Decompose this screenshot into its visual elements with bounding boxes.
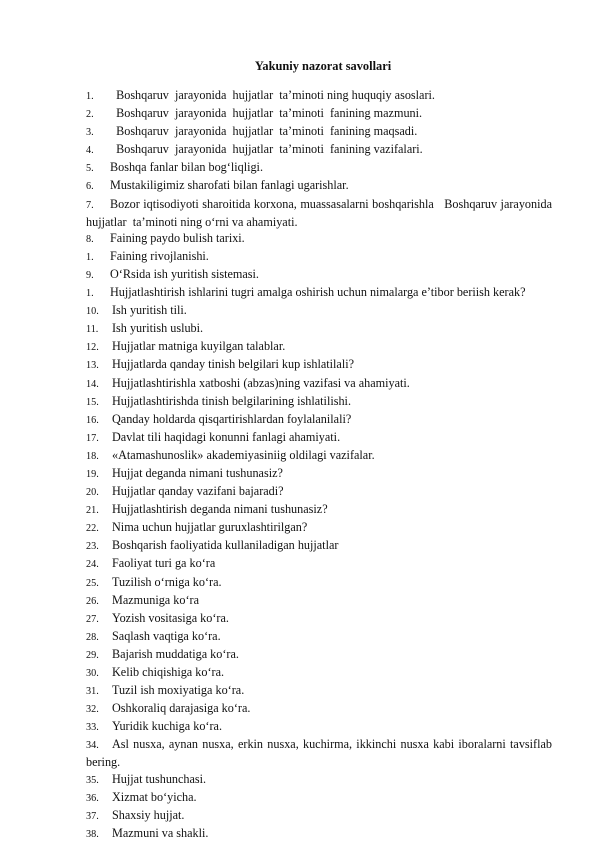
question-item xyxy=(86,248,552,266)
question-text: Faining rivojlanishi. xyxy=(110,248,209,263)
question-number: 15. xyxy=(86,396,99,408)
question-text: «Atamashunoslik» akademiyasiniig oldilagi vazifalar. xyxy=(112,447,375,462)
question-item xyxy=(86,177,552,195)
question-item xyxy=(86,411,552,429)
question-text: Davlat tili haqidagi konunni fanlagi ahamiyati. xyxy=(112,429,341,444)
question-number: 37. xyxy=(86,810,99,822)
question-number: 14. xyxy=(86,378,99,390)
document-title: Yakuniy nazorat savollari xyxy=(254,59,392,73)
question-number: 27. xyxy=(86,613,99,625)
question-number: 1. xyxy=(86,91,94,102)
question-text: Hujjatlashtirish deganda nimani tushunasiz? xyxy=(112,502,328,517)
question-text: Mustakiligimiz sharofati bilan fanlagi ugarishlar. xyxy=(110,178,349,193)
question-text: Hujjatlar matniga kuyilgan talablar. xyxy=(112,339,286,354)
question-item xyxy=(86,825,552,843)
question-text: Tuzil ish moxiyatiga ko‘ra. xyxy=(112,683,245,698)
question-item xyxy=(86,393,552,411)
question-text: Boshqaruv jarayonida hujjatlar ta’minoti fanining vazifalari. xyxy=(110,142,423,157)
question-number: 30. xyxy=(86,668,99,679)
question-number: 19. xyxy=(86,468,99,480)
question-item xyxy=(86,284,552,302)
question-item xyxy=(86,700,552,718)
question-text: Oshkoraliq darajasiga ko‘ra. xyxy=(112,701,251,716)
question-item xyxy=(86,610,552,628)
question-text: Mazmuni va shakli. xyxy=(112,825,209,840)
question-item xyxy=(86,356,552,374)
question-number: 24. xyxy=(86,559,99,571)
question-item xyxy=(86,537,552,555)
question-text: Boshqaruv jarayonida hujjatlar ta’minoti fanining maqsadi. xyxy=(110,124,418,139)
question-item xyxy=(86,574,552,592)
question-item xyxy=(86,159,552,177)
question-text: Hujjatlashtirish ishlarini tugri amalga oshirish uchun nimalarga e’tibor beriish kerak? xyxy=(110,285,526,300)
question-item xyxy=(86,736,556,770)
question-number: 34. xyxy=(86,740,99,752)
question-number: 13. xyxy=(86,360,99,372)
question-number: 6. xyxy=(86,181,94,193)
question-text: Boshqa fanlar bilan bog‘liqligi. xyxy=(110,160,263,175)
question-number: 1. xyxy=(86,288,94,300)
question-number: 8. xyxy=(86,233,94,245)
question-text: Bozor iqtisodiyoti sharoitida korxona, muassasalarni boshqarishla Boshqaruv jarayonida hujjatlar ta’minoti ning o‘rni va ahamiyati. xyxy=(86,196,559,229)
question-text: Bajarish muddatiga ko‘ra. xyxy=(112,646,239,661)
question-item xyxy=(86,519,552,537)
question-item xyxy=(86,646,552,664)
question-number: 23. xyxy=(86,541,99,553)
question-text: Hujjatlarda qanday tinish belgilari kup ishlatilali? xyxy=(112,357,354,372)
question-item xyxy=(86,628,552,646)
question-item xyxy=(86,718,552,736)
question-number: 38. xyxy=(86,828,99,840)
question-number: 33. xyxy=(86,722,99,734)
question-text: Qanday holdarda qisqartirishlardan foylalanilali? xyxy=(112,411,352,426)
question-text: Boshqaruv jarayonida hujjatlar ta’minoti fanining mazmuni. xyxy=(110,106,423,121)
question-list xyxy=(86,87,559,843)
question-text: Mazmuniga ko‘ra xyxy=(112,592,199,607)
question-item xyxy=(86,266,552,284)
question-item xyxy=(86,123,552,141)
question-item xyxy=(86,771,552,789)
question-number: 5. xyxy=(86,163,94,175)
question-item xyxy=(86,338,552,356)
question-number: 10. xyxy=(86,306,99,318)
question-text: Hujjatlashtirishda tinish belgilarining ishlatilishi. xyxy=(112,393,351,408)
question-number: 18. xyxy=(86,450,99,462)
question-text: Ish yuritish uslubi. xyxy=(112,321,204,336)
question-text: Hujjatlar qanday vazifani bajaradi? xyxy=(112,484,284,499)
question-item xyxy=(86,807,552,825)
question-item xyxy=(86,375,552,393)
question-text: Boshqarish faoliyatida kullaniladigan hujjatlar xyxy=(112,538,339,553)
question-number: 11. xyxy=(86,324,99,336)
question-item xyxy=(86,429,552,447)
question-item xyxy=(86,789,552,807)
question-number: 29. xyxy=(86,649,99,661)
question-text: Shaxsiy hujjat. xyxy=(112,807,185,822)
question-text: Hujjatlashtirishla xatboshi (abzas)ning vazifasi va ahamiyati. xyxy=(112,375,410,390)
question-text: Faoliyat turi ga ko‘ra xyxy=(112,556,216,571)
question-item xyxy=(86,592,552,610)
question-text: Xizmat bo‘yicha. xyxy=(112,789,197,804)
question-number: 7. xyxy=(86,199,94,211)
question-text: Tuzilish o‘rniga ko‘ra. xyxy=(112,574,222,589)
question-text: Nima uchun hujjatlar guruxlashtirilgan? xyxy=(112,520,308,535)
question-number: 35. xyxy=(86,774,99,786)
question-item xyxy=(86,483,552,501)
question-text: Asl nusxa, aynan nusxa, erkin nusxa, kuchirma, ikkinchi nusxa kabi iboralarni tavsiflab bering. xyxy=(86,737,556,770)
question-number: 12. xyxy=(86,342,99,354)
question-text: Kelib chiqishiga ko‘ra. xyxy=(112,665,225,679)
question-number: 9. xyxy=(86,269,94,281)
question-number: 3. xyxy=(86,127,94,139)
question-text: Boshqaruv jarayonida hujjatlar ta’minoti ning huquqiy asoslari. xyxy=(110,88,435,102)
question-number: 17. xyxy=(86,432,99,444)
question-item xyxy=(86,682,552,700)
question-number: 21. xyxy=(86,505,99,517)
question-text: Saqlash vaqtiga ko‘ra. xyxy=(112,628,221,643)
question-number: 1. xyxy=(86,251,94,263)
question-number: 32. xyxy=(86,704,99,716)
question-item xyxy=(86,196,559,230)
question-item xyxy=(86,141,552,159)
question-number: 36. xyxy=(86,792,99,804)
question-number: 4. xyxy=(86,145,94,157)
question-text: Yuridik kuchiga ko‘ra. xyxy=(112,719,222,734)
question-number: 20. xyxy=(86,487,99,499)
question-item xyxy=(86,105,552,123)
question-item xyxy=(86,87,552,105)
question-item xyxy=(86,465,552,483)
question-item xyxy=(86,302,552,320)
question-number: 2. xyxy=(86,109,94,121)
question-text: Ish yuritish tili. xyxy=(112,303,187,318)
question-item xyxy=(86,555,552,573)
question-item xyxy=(86,447,552,465)
question-item xyxy=(86,320,552,338)
question-number: 28. xyxy=(86,631,99,643)
question-number: 22. xyxy=(86,523,99,535)
question-text: Hujjat deganda nimani tushunasiz? xyxy=(112,465,283,480)
question-text: O‘Rsida ish yuritish sistemasi. xyxy=(110,266,259,281)
question-text: Faining paydo bulish tarixi. xyxy=(110,230,245,245)
question-text: Yozish vositasiga ko‘ra. xyxy=(112,610,229,625)
question-number: 16. xyxy=(86,414,99,426)
question-number: 26. xyxy=(86,595,99,607)
question-number: 31. xyxy=(86,686,99,698)
question-number: 25. xyxy=(86,577,99,589)
question-text: Hujjat tushunchasi. xyxy=(112,771,207,786)
question-item xyxy=(86,501,552,519)
question-item xyxy=(86,664,552,682)
question-item xyxy=(86,230,552,248)
document-page xyxy=(86,58,559,843)
